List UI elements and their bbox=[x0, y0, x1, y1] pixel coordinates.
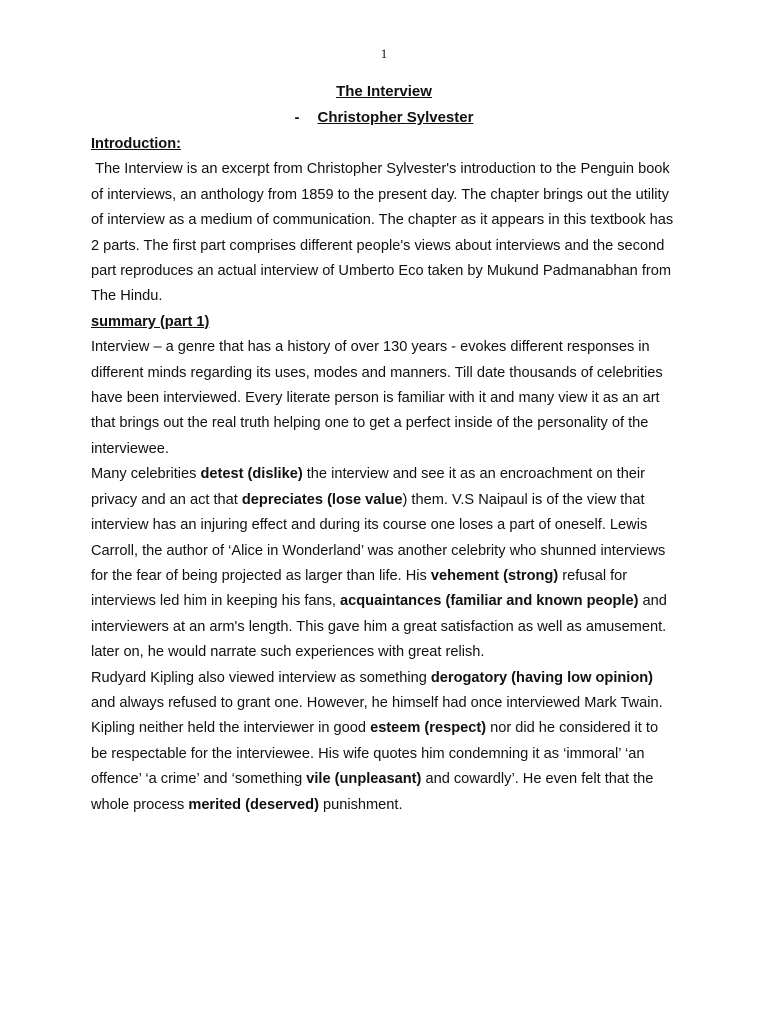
p3-bold-merited: merited (deserved) bbox=[188, 796, 319, 813]
p3-bold-derogatory: derogatory (having low opinion) bbox=[430, 669, 654, 686]
paragraph-1: Interview – a genre that has a history of over 130 years - evokes different responses in different minds regarding its uses, modes and manners. Till date thousands of celebrities have been interviewed. Every literate person is familiar with it and many view it as an art that brings out the real truth helping one to get a perfect inside of the personality of the interviewee. bbox=[91, 339, 663, 457]
author-line bbox=[0, 109, 768, 126]
author-name: Christopher Sylvester bbox=[317, 109, 474, 126]
intro-paragraph: The Interview is an excerpt from Christopher Sylvester's introduction to the Penguin book of interviews, an anthology from 1859 to the present day. The chapter brings out the utility of interview as a medium of communication. The chapter as it appears in this textbook has 2 parts. The first part comprises different people's views about interviews and the second part reproduces an actual interview of Umberto Eco taken by Mukund Padmanabhan from The Hindu. bbox=[91, 161, 678, 305]
p2-text-3: ) them. V.S Naipaul is of the view that interview has an injuring effect and during its course one loses a part of oneself. Lewis Carroll, the author of ‘Alice in Wonderland’ was another celebrity who shunned interviews for the fear of being projected as larger than life. His bbox=[91, 491, 666, 584]
p3-text-1: Rudyard Kipling also viewed interview as something bbox=[91, 669, 431, 686]
document-body bbox=[91, 132, 677, 818]
p2-text-5: and interviewers at an arm's length. This gave him a great satisfaction as well as amusement. later on, he would narrate such experiences with great relish. bbox=[91, 593, 667, 661]
intro-heading: Introduction: bbox=[91, 136, 181, 152]
p2-bold-vehement: vehement (strong) bbox=[430, 567, 559, 584]
p2-text-4: refusal for interviews led him in keeping his fans, bbox=[91, 567, 628, 610]
document-title: The Interview bbox=[336, 83, 432, 100]
p2-bold-acquaintances: acquaintances (familiar and known people) bbox=[340, 593, 639, 610]
p2-text-2: the interview and see it as an encroachment on their privacy and an act that bbox=[91, 466, 646, 508]
p3-text-2: and always refused to grant one. However, he himself had once interviewed Mark Twain. Kipling neither held the interviewer in good bbox=[91, 694, 663, 737]
p2-bold-detest: detest (dislike) bbox=[200, 466, 303, 483]
paragraph-2 bbox=[91, 462, 677, 665]
paragraph-3 bbox=[91, 666, 677, 818]
author-dash: - bbox=[294, 109, 300, 126]
p3-bold-esteem: esteem (respect) bbox=[370, 720, 487, 737]
p3-bold-vile: vile (unpleasant) bbox=[306, 771, 422, 788]
page-number: 1 bbox=[380, 46, 388, 61]
p3-text-5: punishment. bbox=[318, 796, 403, 813]
summary-heading: summary (part 1) bbox=[91, 313, 210, 330]
p2-text-1: Many celebrities bbox=[91, 466, 201, 483]
p3-text-3: nor did he considered it to be respectable for the interviewee. His wife quotes him condemning it as ‘immoral’ ‘an offence’ ‘a crime’ and ‘something bbox=[91, 720, 659, 788]
p2-bold-depreciates: depreciates (lose value bbox=[241, 491, 403, 508]
p3-text-4: and cowardly’. He even felt that the whole process bbox=[91, 771, 654, 813]
